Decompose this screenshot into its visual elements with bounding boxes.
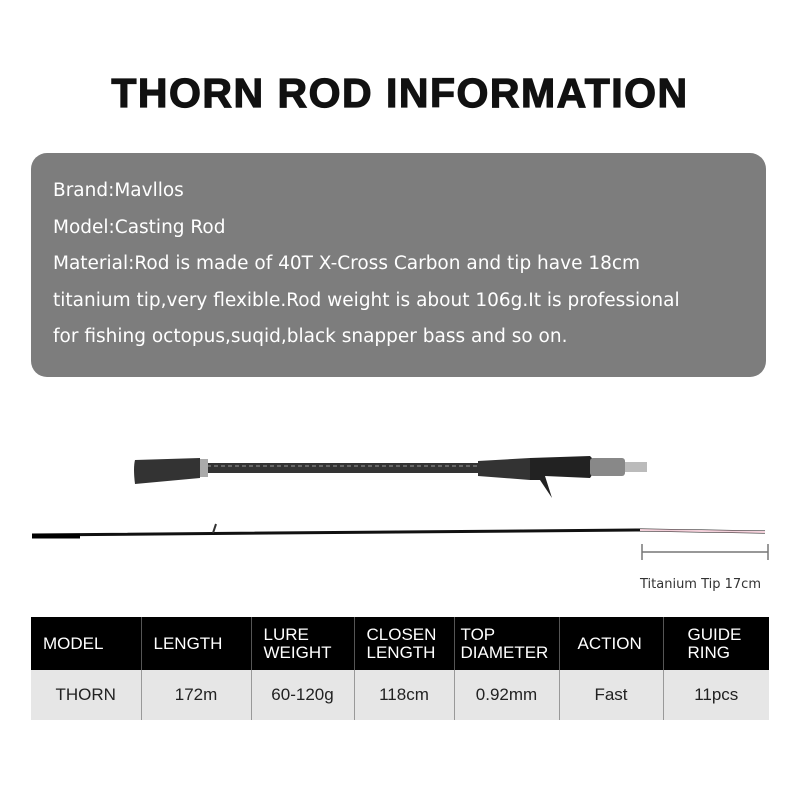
header-model: MODEL [31,617,141,670]
header-top-diameter: TOP DIAMETER [454,617,559,670]
cell-model: THORN [31,670,141,720]
cell-action: Fast [559,670,663,720]
header-lure-weight: LURE WEIGHT [251,617,354,670]
info-panel [31,153,766,377]
header-closen-length: CLOSEN LENGTH [354,617,454,670]
material-line: titanium tip,very flexible.Rod weight is about 106g.It is professional [53,289,680,311]
cell-lure-weight: 60-120g [251,670,354,720]
rod-image [0,440,800,580]
cell-guide-ring: 11pcs [663,670,769,720]
spec-table [31,617,769,720]
table-header-row [31,617,769,670]
material-line: for fishing octopus,suqid,black snapper bass and so on. [53,326,568,347]
model-text: Model:Casting Rod [53,216,226,238]
table-row [31,670,769,720]
cell-closen-length: 118cm [354,670,454,720]
tip-label: Titanium Tip 17cm [640,577,761,592]
material-line: Material:Rod is made of 40T X-Cross Carbon and tip have 18cm [53,253,641,274]
page-title: THORN ROD INFORMATION [111,70,689,116]
header-action: ACTION [559,617,663,670]
cell-length: 172m [141,670,251,720]
header-length: LENGTH [141,617,251,670]
brand-text: Brand:Mavllos [53,180,184,201]
rod-handle [134,456,647,498]
tip-measure [642,544,768,560]
cell-top-diameter: 0.92mm [454,670,559,720]
rod-blank [32,524,765,536]
header-guide-ring: GUIDE RING [663,617,769,670]
